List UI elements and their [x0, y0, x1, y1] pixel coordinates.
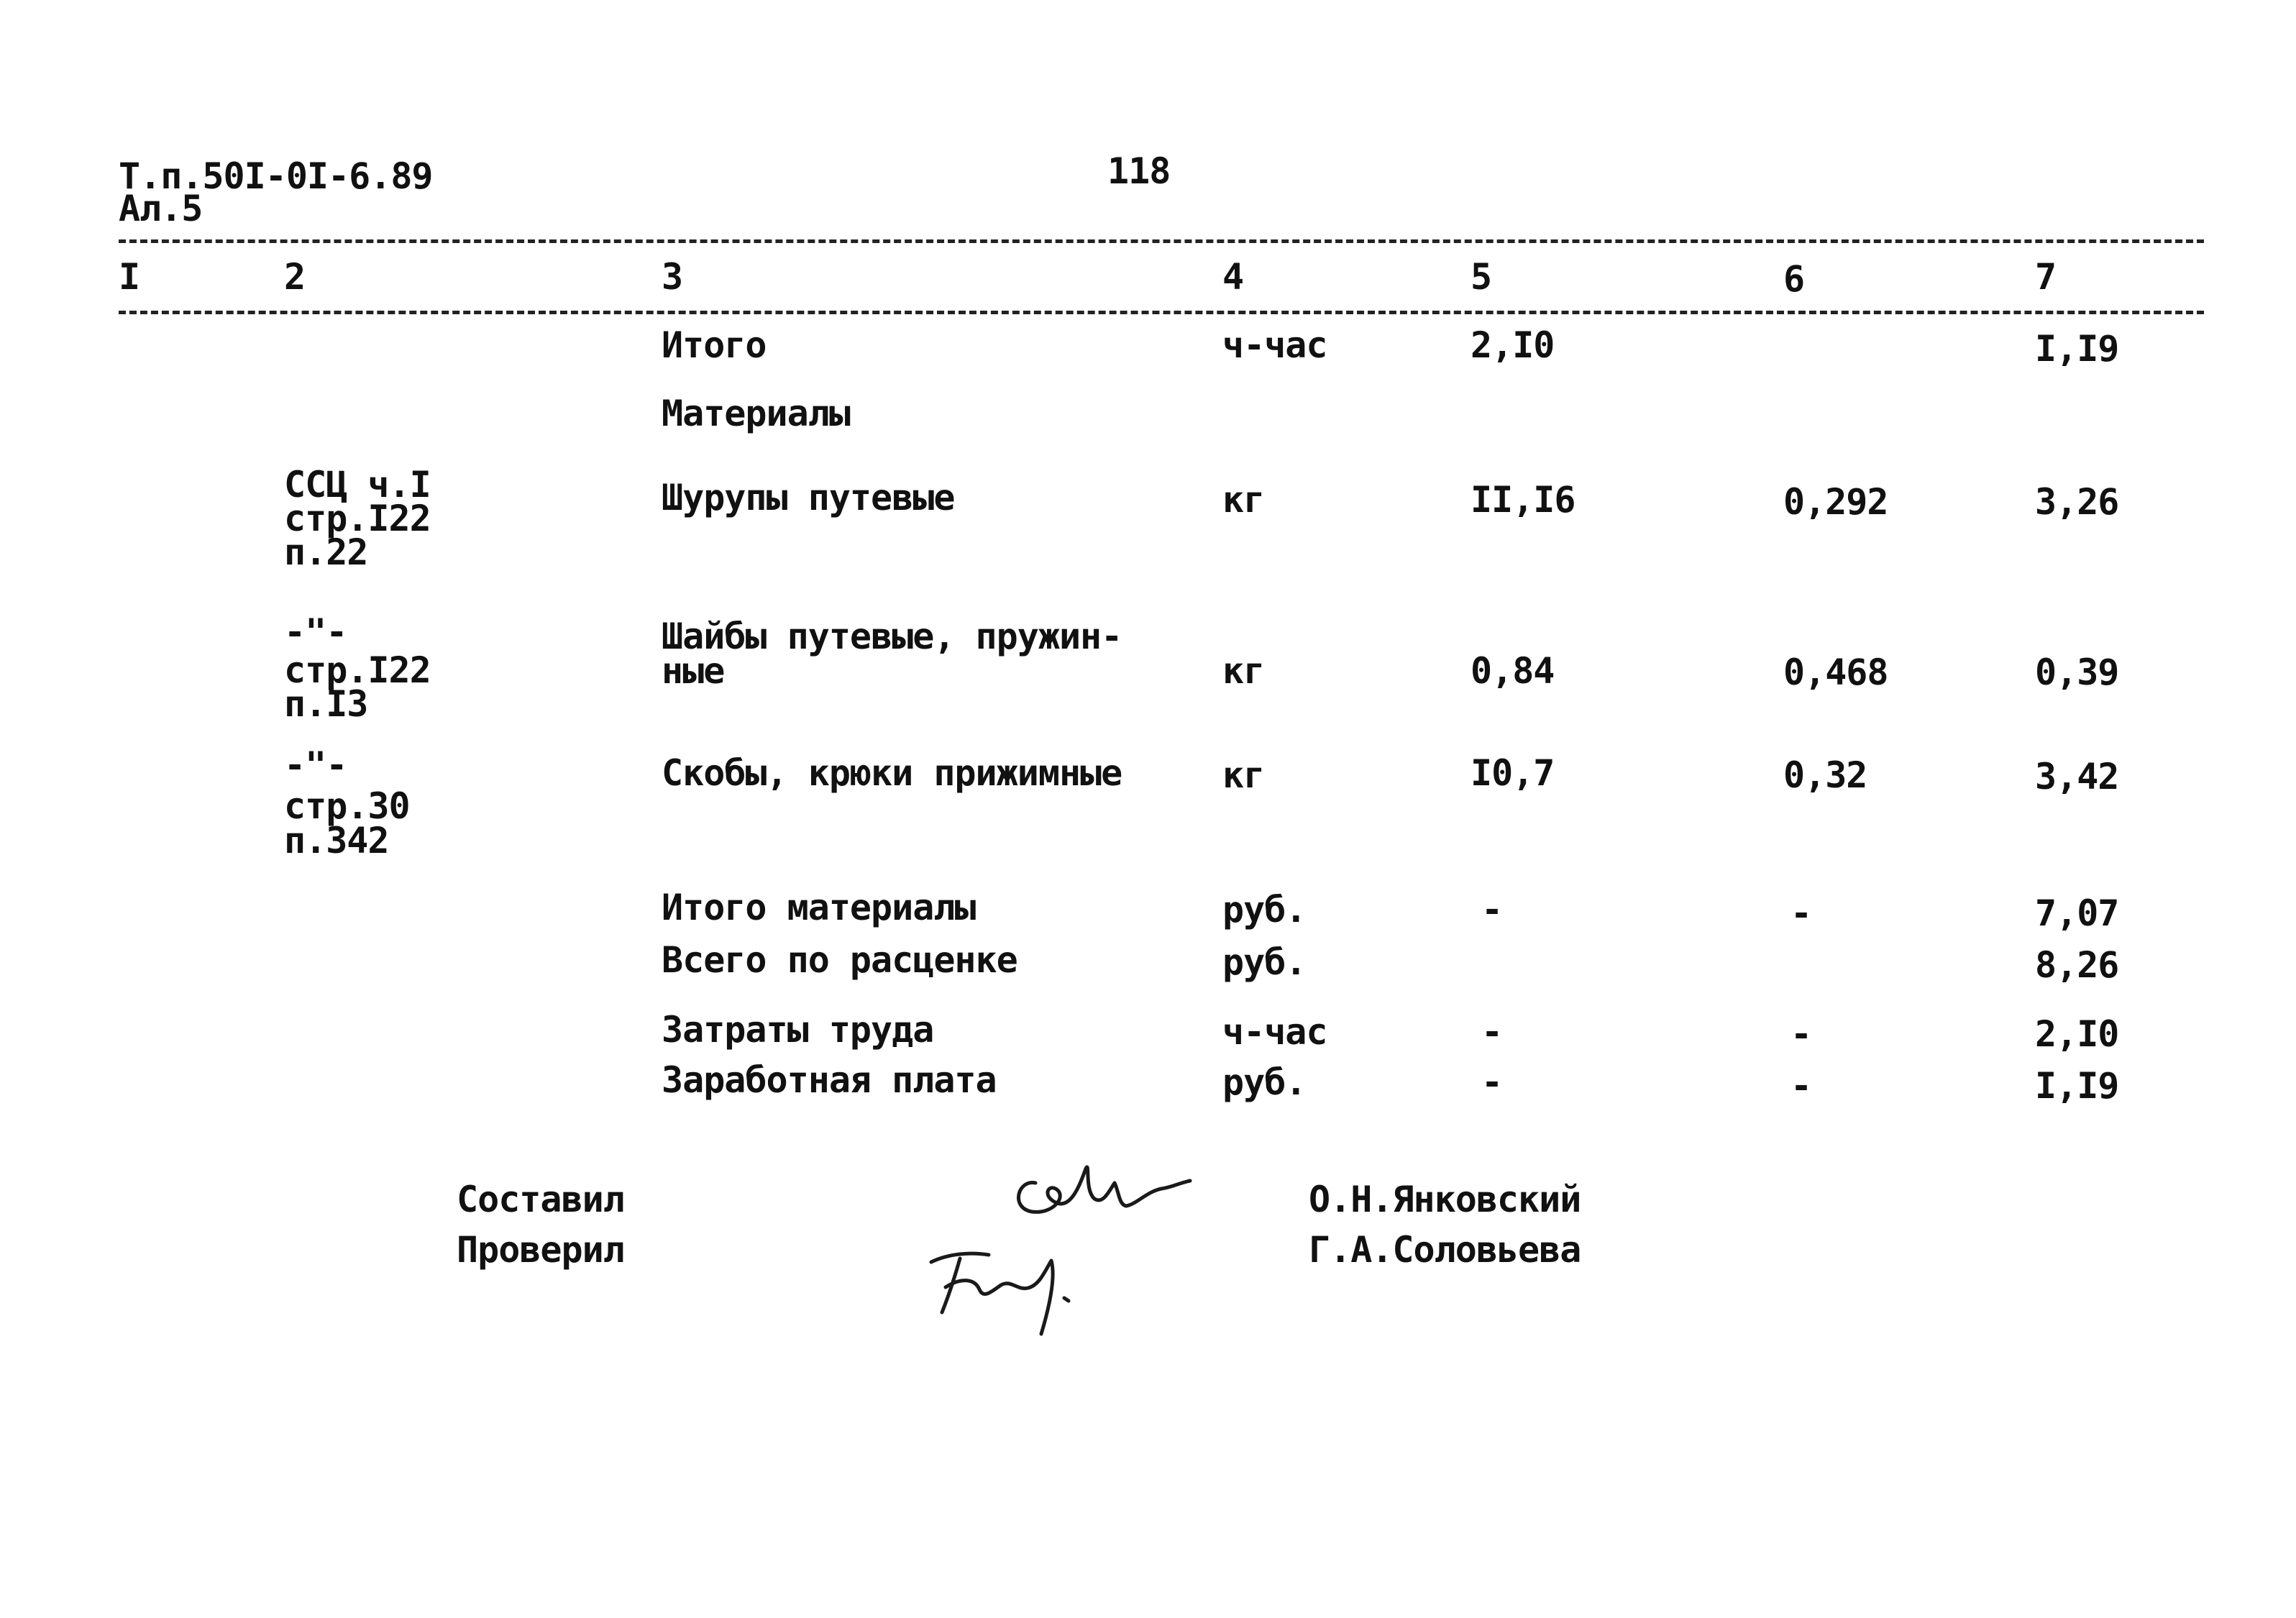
row-qty: - — [1481, 1061, 1503, 1103]
col-header-2: 2 — [284, 256, 306, 298]
row-unit: кг — [1222, 754, 1265, 796]
col-header-1: I — [119, 256, 140, 298]
row-total: I,I9 — [2035, 1065, 2119, 1107]
row-name: Итого материалы — [662, 887, 976, 928]
row-price: 0,292 — [1783, 481, 1888, 523]
row-unit: кг — [1222, 650, 1265, 692]
top-rule — [119, 239, 2204, 243]
row-unit: руб. — [1222, 889, 1307, 931]
signature-person: Г.А.Соловьева — [1309, 1229, 1581, 1271]
row-name: Заработная плата — [662, 1059, 997, 1101]
col-header-4: 4 — [1222, 256, 1244, 298]
row-ref-line: ССЦ ч.I — [284, 464, 431, 506]
handwritten-signature-compiler — [992, 1140, 1208, 1233]
row-price: - — [1790, 1065, 1812, 1107]
row-ref-line: -"- — [284, 611, 347, 653]
signature-role: Проверил — [457, 1229, 624, 1271]
header-rule — [119, 311, 2204, 314]
row-price: - — [1790, 892, 1812, 934]
col-header-7: 7 — [2035, 256, 2057, 298]
row-total: 3,42 — [2035, 756, 2119, 797]
col-header-3: 3 — [662, 256, 683, 298]
row-name: Всего по расценке — [662, 939, 1017, 981]
signature-role: Составил — [457, 1179, 624, 1220]
row-name: ные — [662, 650, 725, 692]
row-total: 0,39 — [2035, 652, 2119, 693]
row-total: 8,26 — [2035, 944, 2119, 986]
row-ref-line: п.22 — [284, 531, 368, 573]
row-qty: - — [1481, 1011, 1503, 1053]
row-qty: - — [1481, 889, 1503, 931]
row-total: I,I9 — [2035, 328, 2119, 370]
row-ref-line: п.342 — [284, 820, 389, 861]
row-qty: II,I6 — [1471, 479, 1575, 521]
row-unit: кг — [1222, 479, 1265, 521]
row-name: Шайбы путевые, пружин- — [662, 616, 1122, 657]
row-ref-line: стр.I22 — [284, 649, 431, 691]
row-ref-line: стр.30 — [284, 785, 410, 827]
row-qty: I0,7 — [1471, 752, 1555, 794]
row-ref-line: -"- — [284, 744, 347, 786]
doc-code: Т.п.50I-0I-6.89 — [119, 155, 433, 197]
row-total: 2,I0 — [2035, 1013, 2119, 1055]
section-title: Материалы — [662, 393, 850, 434]
row-ref-line: стр.I22 — [284, 498, 431, 539]
row-name: Затраты труда — [662, 1009, 934, 1051]
handwritten-signature-checker — [920, 1233, 1136, 1341]
col-header-5: 5 — [1471, 256, 1492, 298]
row-price: 0,32 — [1783, 754, 1867, 796]
row-qty: 2,I0 — [1471, 324, 1555, 366]
page-number: 118 — [1107, 150, 1171, 192]
row-total: 3,26 — [2035, 481, 2119, 523]
row-name: Итого — [662, 324, 767, 366]
row-price: - — [1790, 1013, 1812, 1055]
row-unit: ч-час — [1222, 324, 1327, 366]
sheet-label: Ал.5 — [119, 188, 203, 229]
row-price: 0,468 — [1783, 652, 1888, 693]
signature-person: О.Н.Янковский — [1309, 1179, 1581, 1220]
row-name: Скобы, крюки прижимные — [662, 752, 1122, 794]
row-name: Шурупы путевые — [662, 477, 955, 518]
row-unit: ч-час — [1222, 1011, 1327, 1053]
row-unit: руб. — [1222, 941, 1307, 983]
row-ref-line: п.I3 — [284, 683, 368, 725]
row-qty: 0,84 — [1471, 650, 1555, 692]
col-header-6: 6 — [1783, 258, 1805, 300]
row-unit: руб. — [1222, 1061, 1307, 1103]
row-total: 7,07 — [2035, 892, 2119, 934]
